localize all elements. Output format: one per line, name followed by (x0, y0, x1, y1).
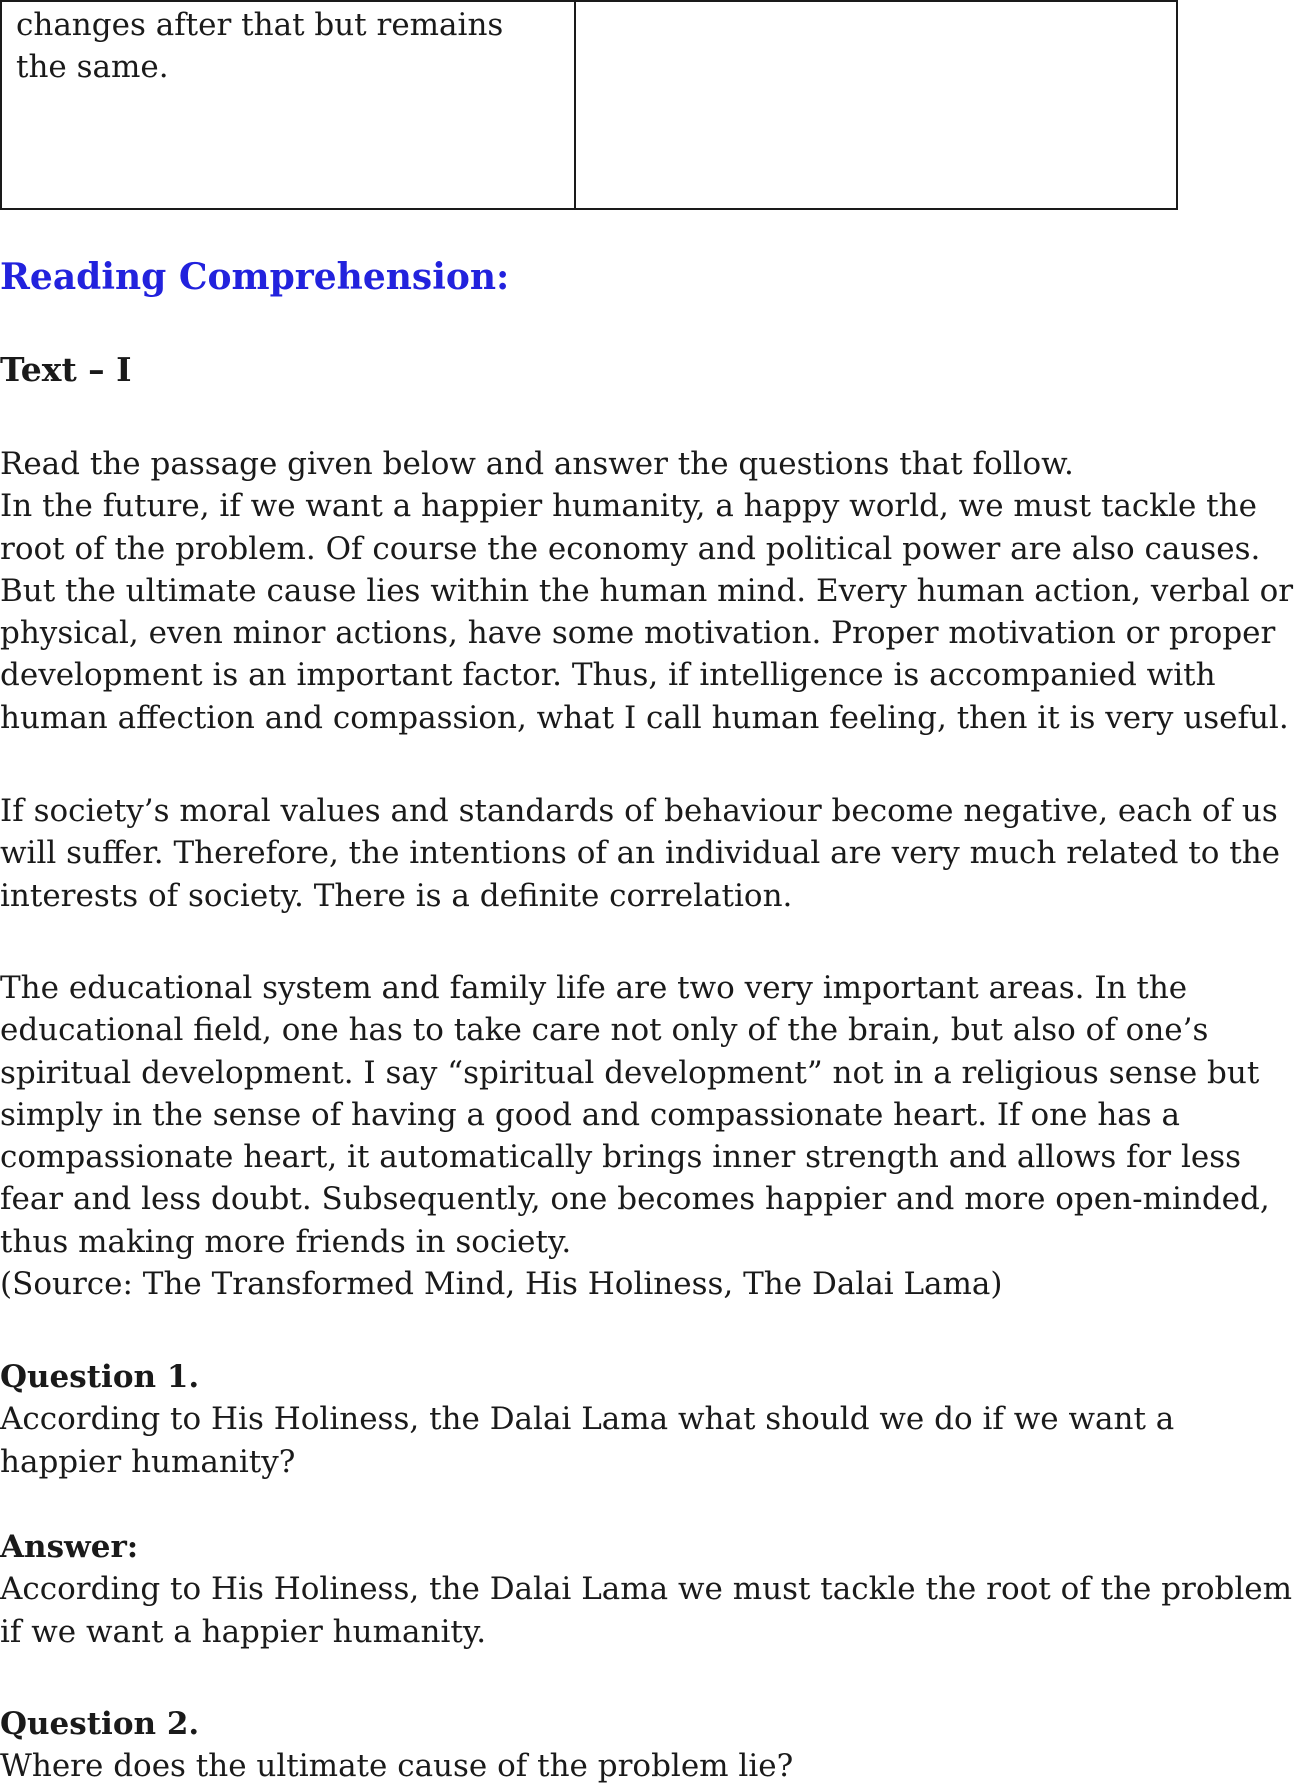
question-2-block (0, 1703, 1298, 1788)
answer-1-label: Answer: (0, 1529, 139, 1565)
table-cell-left: changes after that but remains the same. (2, 2, 576, 208)
question-1-text: According to His Holiness, the Dalai Lama what should we do if we want a happier humanity? (0, 1401, 1175, 1480)
passage-paragraph-2-block (0, 790, 1298, 917)
passage-intro (0, 443, 1298, 739)
passage-paragraph-3: The educational system and family life are two very important areas. In the educational field, one has to take care not only of the brain, but also of one’s spiritual development. I say “spiritual development” not in a religious sense but simply in the sense of having a good and compassionate heart. If one has a compassionate heart, it automatically brings inner strength and allows for less fear and less doubt. Subsequently, one becomes happier and more open-minded, thus making more friends in society. (0, 970, 1270, 1260)
question-1-label: Question 1. (0, 1359, 200, 1395)
comparison-table (0, 0, 1178, 210)
question-2-text: Where does the ultimate cause of the problem lie? (0, 1748, 794, 1785)
text-heading: Text – I (0, 350, 132, 389)
passage-paragraph-2: If society’s moral values and standards of behaviour become negative, each of us will suffer. Therefore, the intentions of an individual are very much related to the interests of society. There is a definite correlation. (0, 793, 1281, 914)
table-cell-right (576, 2, 1176, 208)
passage-paragraph-1: In the future, if we want a happier humanity, a happy world, we must tackle the root of the problem. Of course the economy and political power are also causes. But the ultimate cause lies within the human mind. Every human action, verbal or physical, even minor actions, have some motivation. Proper motivation or proper development is an important factor. Thus, if intelligence is accompanied with human affection and compassion, what I call human feeling, then it is very useful. (0, 488, 1294, 736)
question-2-label: Question 2. (0, 1706, 200, 1742)
passage-source: (Source: The Transformed Mind, His Holiness, The Dalai Lama) (0, 1266, 1003, 1303)
instruction-text: Read the passage given below and answer the questions that follow. (0, 446, 1074, 482)
section-heading: Reading Comprehension: (0, 256, 510, 298)
answer-1-text: According to His Holiness, the Dalai Lama we must tackle the root of the problem if we want a happier humanity. (0, 1571, 1293, 1650)
question-1-block (0, 1356, 1298, 1483)
passage-paragraph-3-block (0, 967, 1298, 1305)
answer-1-block (0, 1526, 1298, 1653)
